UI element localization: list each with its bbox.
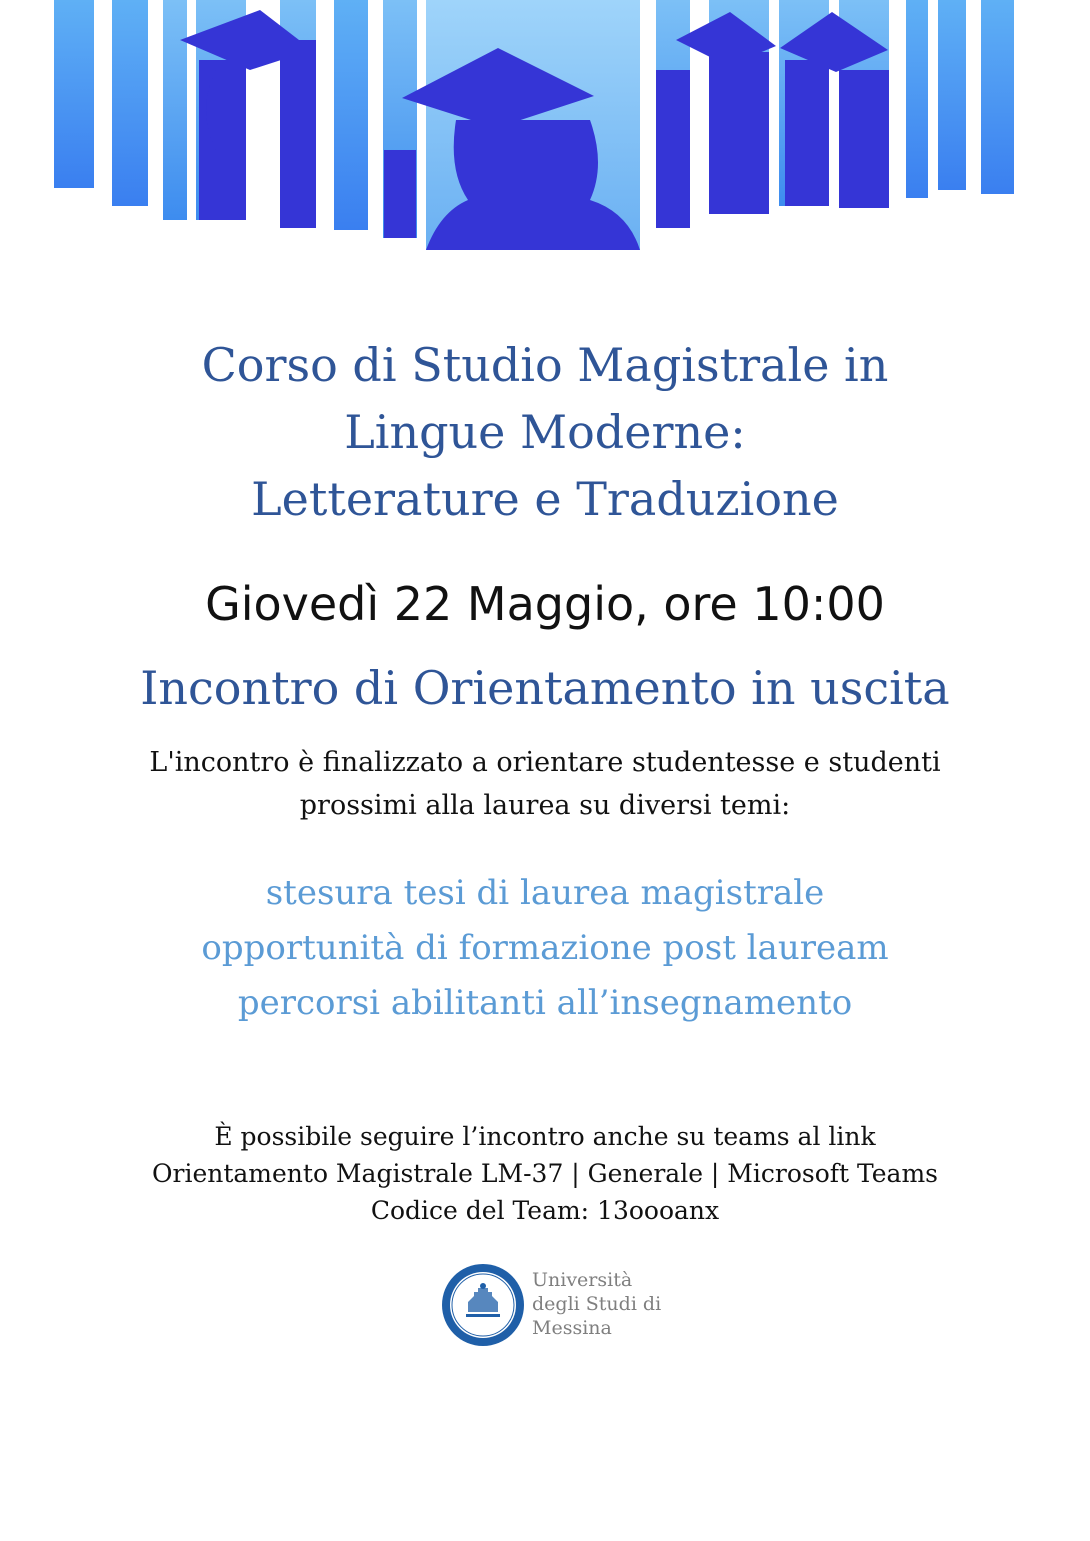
course-title-line-2: Lingue Moderne: xyxy=(344,405,746,459)
university-name xyxy=(532,1268,661,1340)
university-name-line-3: Messina xyxy=(532,1317,612,1339)
topic-item: opportunità di formazione post lauream xyxy=(201,928,889,968)
university-name-line-2: degli Studi di xyxy=(532,1293,662,1315)
course-title-line-1: Corso di Studio Magistrale in xyxy=(201,338,889,392)
event-title: Incontro di Orientamento in uscita xyxy=(140,661,950,715)
intro-line-2: prossimi alla laurea su diversi temi: xyxy=(299,790,791,821)
event-datetime: Giovedì 22 Maggio, ore 10:00 xyxy=(205,577,885,631)
university-logo xyxy=(440,1262,700,1352)
graduates-banner xyxy=(0,0,1090,260)
topics-list xyxy=(0,866,1090,1031)
university-name-line-1: Università xyxy=(532,1269,633,1291)
teams-info xyxy=(0,1118,1090,1229)
intro-paragraph xyxy=(0,741,1090,827)
course-title xyxy=(0,332,1090,533)
topic-item: percorsi abilitanti all’insegnamento xyxy=(237,983,853,1023)
team-code: Codice del Team: 13oooanx xyxy=(370,1196,720,1225)
intro-line-1: L'incontro è finalizzato a orientare studentesse e studenti xyxy=(149,747,941,778)
topic-item: stesura tesi di laurea magistrale xyxy=(265,873,825,913)
university-seal-icon xyxy=(440,1262,526,1348)
teams-link[interactable]: Orientamento Magistrale LM-37 | Generale | Microsoft Teams xyxy=(152,1159,938,1188)
course-title-line-3: Letterature e Traduzione xyxy=(251,472,839,526)
teams-info-line-1: È possibile seguire l’incontro anche su teams al link xyxy=(214,1122,876,1151)
